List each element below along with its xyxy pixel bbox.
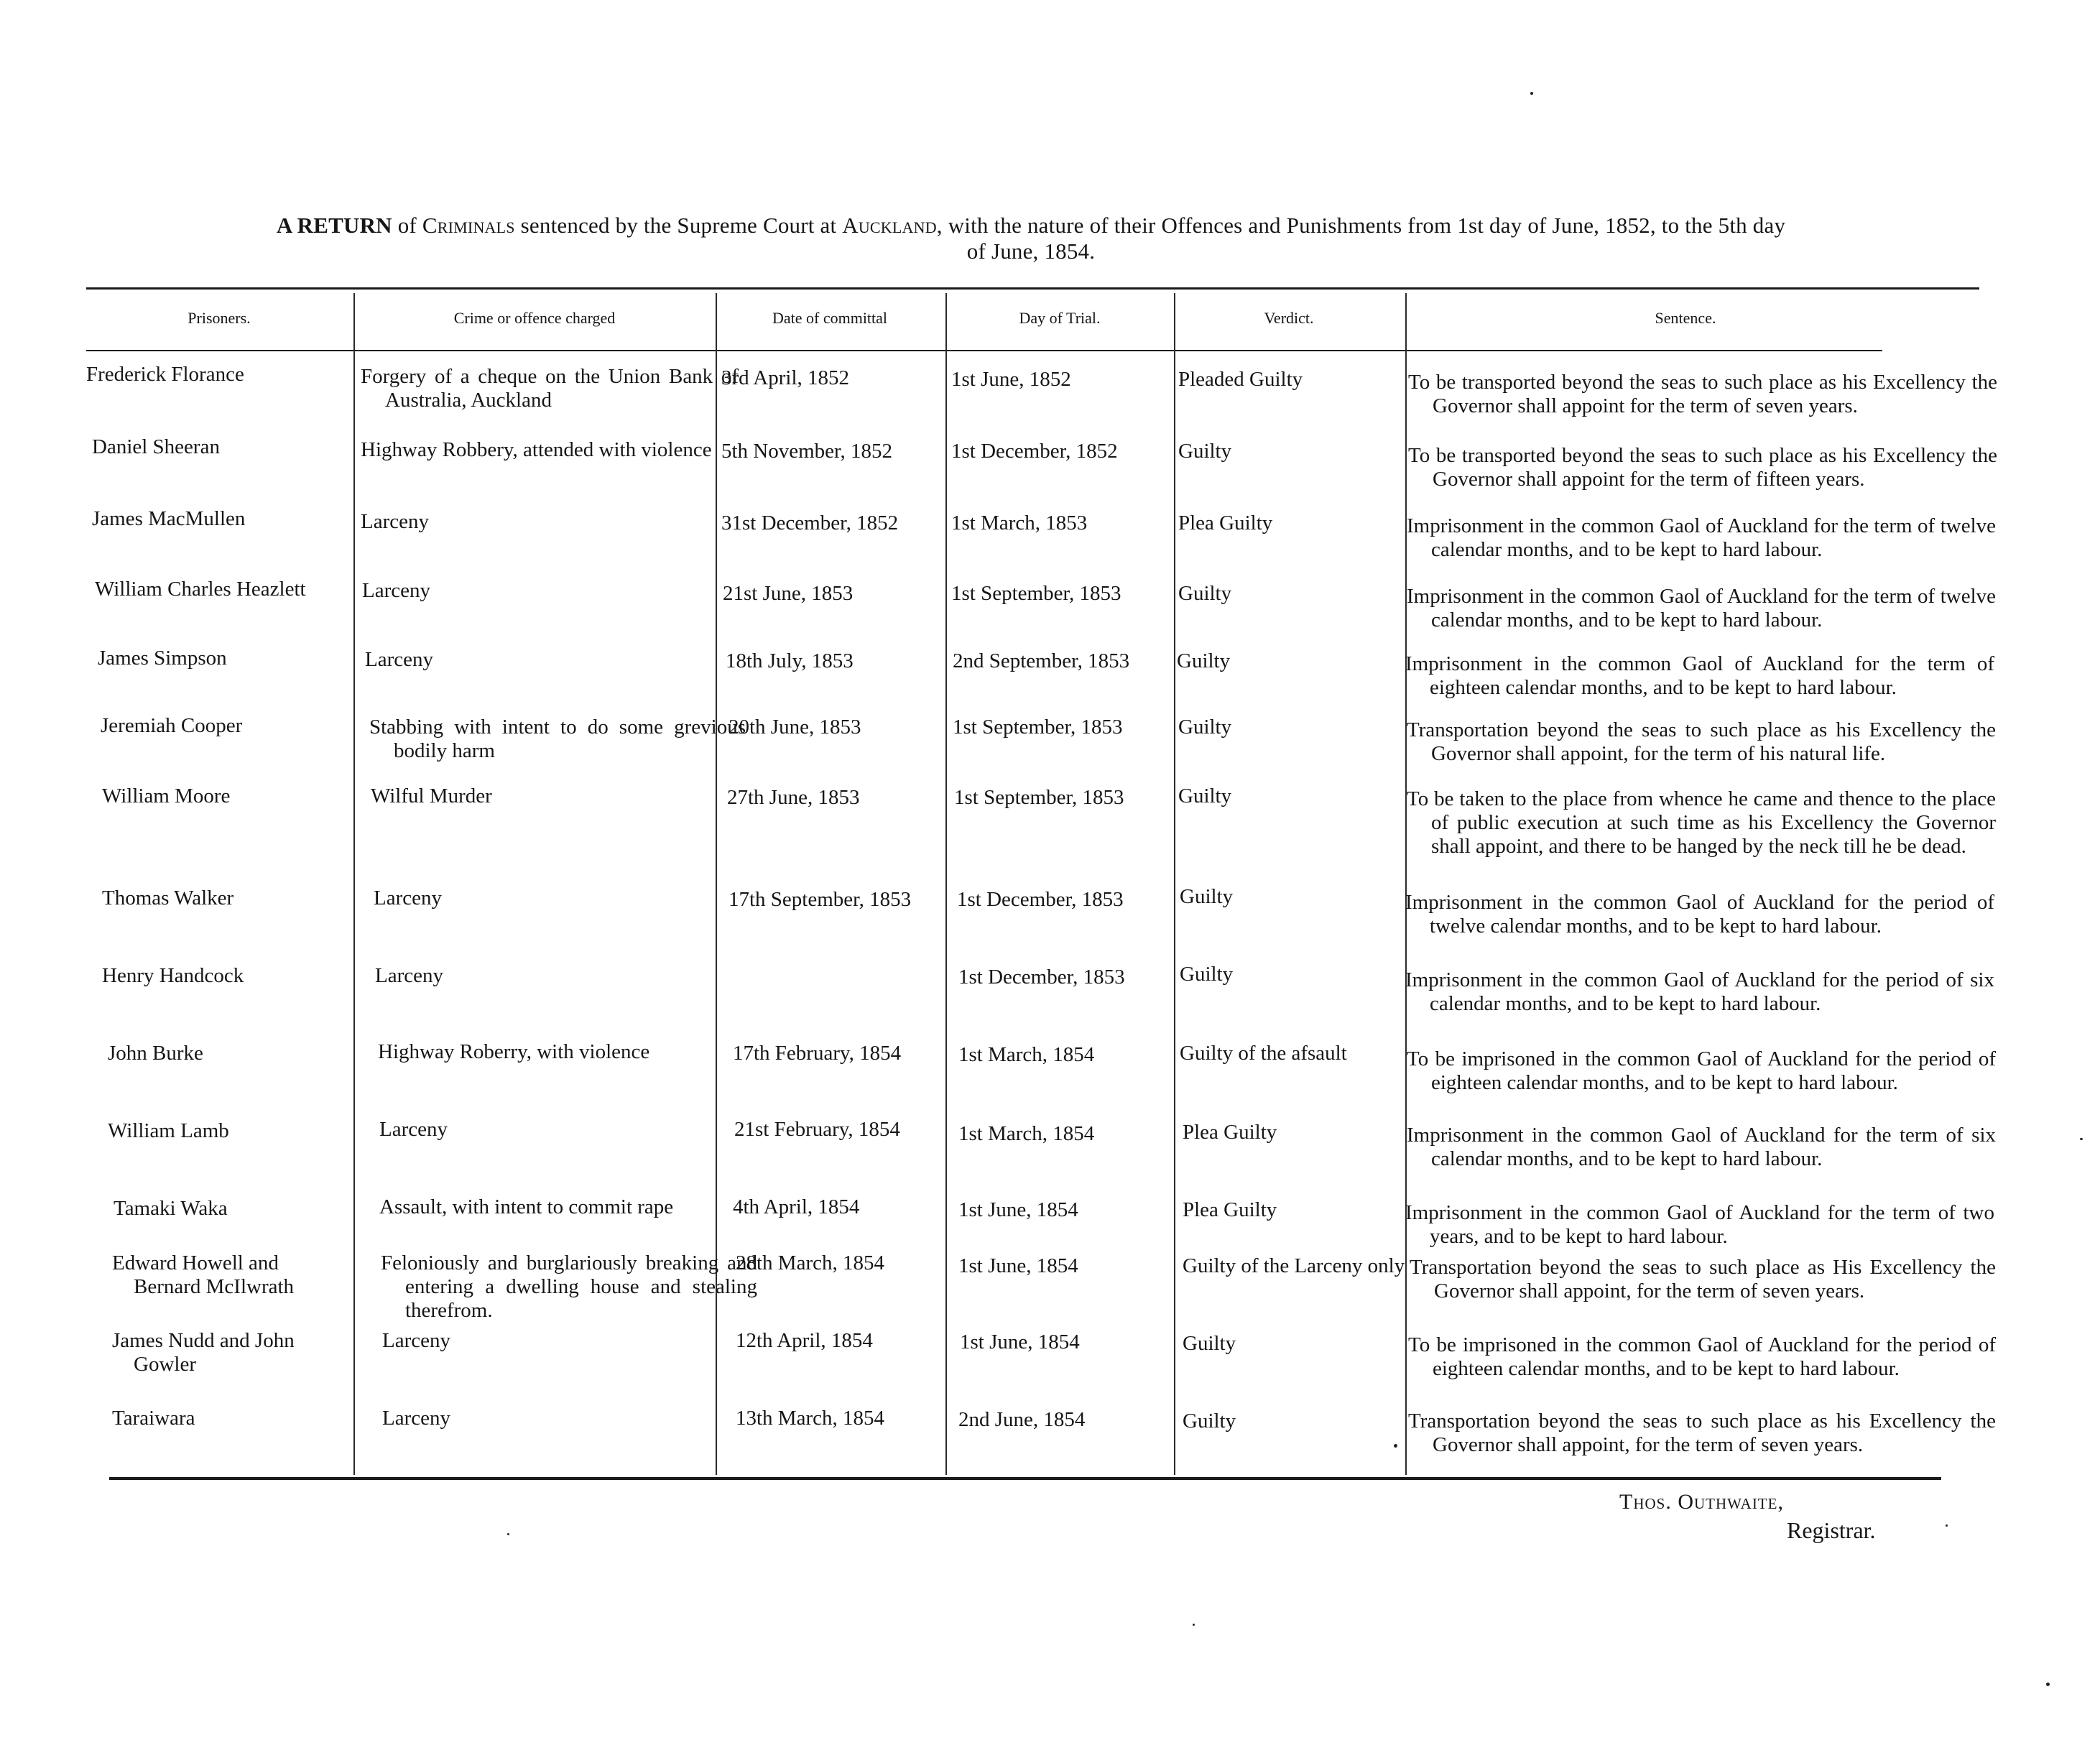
- crime-charged: Highway Roberry, with violence: [378, 1040, 650, 1063]
- sentence: Imprisonment in the common Gaol of Auckland for the term of six calendar months, and to be kept to hard labour.: [1407, 1124, 1996, 1170]
- print-speck: [1193, 1624, 1195, 1626]
- verdict: Plea Guilty: [1183, 1198, 1277, 1221]
- crime-charged: Larceny: [362, 579, 430, 602]
- verdict: Guilty: [1178, 785, 1232, 807]
- title-of: of: [392, 213, 422, 238]
- trial-date: 2nd September, 1853: [953, 649, 1130, 672]
- committal-date: 3rd April, 1852: [721, 366, 850, 389]
- verdict: Plea Guilty: [1178, 512, 1273, 535]
- title-lead: A RETURN: [276, 213, 392, 238]
- top-rule: [86, 287, 1979, 290]
- prisoner-name: James Nudd and John Gowler: [112, 1329, 295, 1376]
- trial-date: 1st June, 1854: [958, 1198, 1078, 1221]
- verdict: Guilty: [1178, 582, 1232, 605]
- crime-charged: Wilful Murder: [371, 785, 492, 807]
- crime-charged: Forgery of a cheque on the Union Bank of Australia, Auckland: [361, 365, 739, 412]
- sentence: Imprisonment in the common Gaol of Auckland for the term of twelve calendar months, and to be kept to hard labour.: [1407, 585, 1996, 631]
- verdict: Guilty: [1180, 963, 1234, 986]
- sentence: To be imprisoned in the common Gaol of Auckland for the period of eighteen calendar months, and to be kept to hard labour.: [1407, 1047, 1996, 1094]
- print-speck: [1946, 1524, 1948, 1527]
- sentence: Transportation beyond the seas to such place as His Excellency the Governor shall appoint, for the term of seven years.: [1410, 1256, 1996, 1302]
- column-divider: [945, 293, 947, 1475]
- crime-charged: Feloniously and burglariously breaking and entering a dwelling house and stealing therefrom.: [381, 1251, 757, 1322]
- sentence: Transportation beyond the seas to such place as his Excellency the Governor shall appoint, for the term of his natural life.: [1407, 718, 1996, 765]
- bottom-rule: [109, 1477, 1941, 1480]
- prisoner-name: Thomas Walker: [102, 887, 234, 910]
- registrar-name: Thos. Outhwaite,: [1619, 1490, 1784, 1514]
- crime-charged: Larceny: [374, 887, 442, 910]
- sentence: Imprisonment in the common Gaol of Auckland for the term of twelve calendar months, and to be kept to hard labour.: [1407, 514, 1996, 561]
- crime-charged: Larceny: [365, 648, 433, 671]
- column-divider: [353, 293, 355, 1475]
- print-speck: [2046, 1683, 2050, 1686]
- prisoner-name: William Moore: [102, 785, 231, 807]
- prisoner-name: Jeremiah Cooper: [101, 714, 243, 737]
- committal-date: 4th April, 1854: [733, 1195, 860, 1218]
- title-criminals: Criminals: [422, 213, 515, 238]
- registrar-title: Registrar.: [1787, 1517, 1876, 1543]
- trial-date: 1st March, 1854: [958, 1043, 1095, 1066]
- verdict: Guilty: [1183, 1410, 1236, 1433]
- trial-date: 1st December, 1852: [951, 440, 1118, 463]
- committal-date: 18th July, 1853: [726, 649, 854, 672]
- header-verdict: Verdict.: [1264, 309, 1314, 327]
- header-trial: Day of Trial.: [1019, 309, 1101, 327]
- trial-date: 1st June, 1854: [960, 1331, 1080, 1353]
- trial-date: 1st June, 1854: [958, 1254, 1078, 1277]
- trial-date: 1st September, 1853: [953, 716, 1123, 739]
- header-crime: Crime or offence charged: [453, 309, 616, 327]
- crime-charged: Larceny: [361, 510, 429, 533]
- prisoner-name: William Lamb: [108, 1119, 229, 1142]
- committal-date: 27th June, 1853: [727, 786, 860, 809]
- document-title: [79, 213, 1983, 264]
- crime-charged: Larceny: [382, 1329, 450, 1352]
- crime-charged: Larceny: [382, 1407, 450, 1430]
- prisoner-name: Henry Handcock: [102, 964, 244, 987]
- crime-charged: Highway Robbery, attended with violence: [361, 438, 712, 461]
- header-rule: [86, 350, 1882, 351]
- print-speck: [2080, 1138, 2083, 1140]
- verdict: Guilty: [1178, 440, 1232, 463]
- column-divider: [1405, 293, 1407, 1475]
- title-rest: with the nature of their Offences and Punishments from 1st day of June, 1852, to the 5th day: [942, 213, 1786, 238]
- verdict: Guilty: [1180, 885, 1234, 908]
- title-line2: of June, 1854.: [966, 239, 1096, 264]
- header-sentence: Sentence.: [1655, 309, 1716, 327]
- verdict: Guilty of the Larceny only: [1183, 1254, 1405, 1277]
- verdict: Plea Guilty: [1183, 1121, 1277, 1144]
- prisoner-name: Edward Howell and Bernard McIlwrath: [112, 1251, 295, 1298]
- trial-date: 1st September, 1853: [951, 582, 1121, 605]
- sentence: To be imprisoned in the common Gaol of Auckland for the period of eighteen calendar months, and to be kept to hard labour.: [1408, 1333, 1996, 1380]
- crime-charged: Assault, with intent to commit rape: [379, 1195, 674, 1218]
- prisoner-name: William Charles Heazlett: [95, 578, 306, 601]
- committal-date: 13th March, 1854: [736, 1407, 884, 1430]
- print-speck: [507, 1533, 509, 1535]
- trial-date: 1st December, 1853: [958, 966, 1125, 989]
- committal-date: 12th April, 1854: [736, 1329, 873, 1352]
- prisoner-name: Frederick Florance: [86, 363, 244, 386]
- prisoner-name: Daniel Sheeran: [92, 435, 220, 458]
- prisoner-name: Taraiwara: [112, 1407, 195, 1430]
- column-divider: [1174, 293, 1175, 1475]
- verdict: Guilty: [1183, 1332, 1236, 1355]
- crime-charged: Larceny: [375, 964, 443, 987]
- committal-date: 17th September, 1853: [728, 888, 912, 911]
- prisoner-name: Tamaki Waka: [114, 1197, 228, 1220]
- prisoner-name: James MacMullen: [92, 507, 246, 530]
- header-committal: Date of committal: [772, 309, 888, 327]
- verdict: Guilty of the afsault: [1180, 1042, 1347, 1065]
- sentence: Transportation beyond the seas to such place as his Excellency the Governor shall appoint, for the term of seven years.: [1408, 1410, 1996, 1456]
- verdict: Pleaded Guilty: [1178, 368, 1303, 391]
- sentence: Imprisonment in the common Gaol of Auckland for the term of two years, and to be kept to hard labour.: [1405, 1201, 1994, 1248]
- header-prisoners: Prisoners.: [188, 309, 251, 327]
- committal-date: 31st December, 1852: [721, 512, 899, 535]
- prisoner-name: James Simpson: [98, 647, 227, 670]
- committal-date: 21st June, 1853: [723, 582, 854, 605]
- trial-date: 1st June, 1852: [951, 368, 1071, 391]
- trial-date: 1st March, 1853: [951, 512, 1088, 535]
- verdict: Guilty: [1177, 649, 1231, 672]
- crime-charged: Larceny: [379, 1118, 448, 1141]
- trial-date: 1st September, 1853: [954, 786, 1124, 809]
- print-speck: [1394, 1444, 1397, 1448]
- committal-date: 28th March, 1854: [736, 1251, 884, 1274]
- sentence: To be transported beyond the seas to such place as his Excellency the Governor shall appoint for the term of seven years.: [1408, 371, 1997, 417]
- committal-date: 17th February, 1854: [733, 1042, 902, 1065]
- trial-date: 1st December, 1853: [957, 888, 1124, 911]
- crime-charged: Stabbing with intent to do some grevious bodily harm: [369, 716, 746, 762]
- sentence: To be transported beyond the seas to such place as his Excellency the Governor shall appoint for the term of fifteen years.: [1408, 444, 1997, 491]
- sentence: Imprisonment in the common Gaol of Auckland for the term of eighteen calendar months, and to be kept to hard labour.: [1405, 652, 1994, 699]
- trial-date: 2nd June, 1854: [958, 1408, 1086, 1431]
- print-speck: [1530, 92, 1533, 95]
- title-place: Auckland,: [842, 213, 943, 238]
- verdict: Guilty: [1178, 716, 1232, 739]
- title-mid: sentenced by the Supreme Court at: [514, 213, 843, 238]
- sentence: Imprisonment in the common Gaol of Auckland for the period of twelve calendar months, and to be kept to hard labour.: [1405, 891, 1994, 938]
- sentence: Imprisonment in the common Gaol of Auckland for the period of six calendar months, and to be kept to hard labour.: [1405, 968, 1994, 1015]
- committal-date: 21st February, 1854: [734, 1118, 900, 1141]
- prisoner-name: John Burke: [108, 1042, 203, 1065]
- committal-date: 20th June, 1853: [728, 716, 861, 739]
- trial-date: 1st March, 1854: [958, 1122, 1095, 1145]
- committal-date: 5th November, 1852: [721, 440, 893, 463]
- sentence: To be taken to the place from whence he came and thence to the place of public execution at such time as his Excellency the Governor shall appoint, and there to be hanged by the neck till he be dead.: [1407, 787, 1996, 858]
